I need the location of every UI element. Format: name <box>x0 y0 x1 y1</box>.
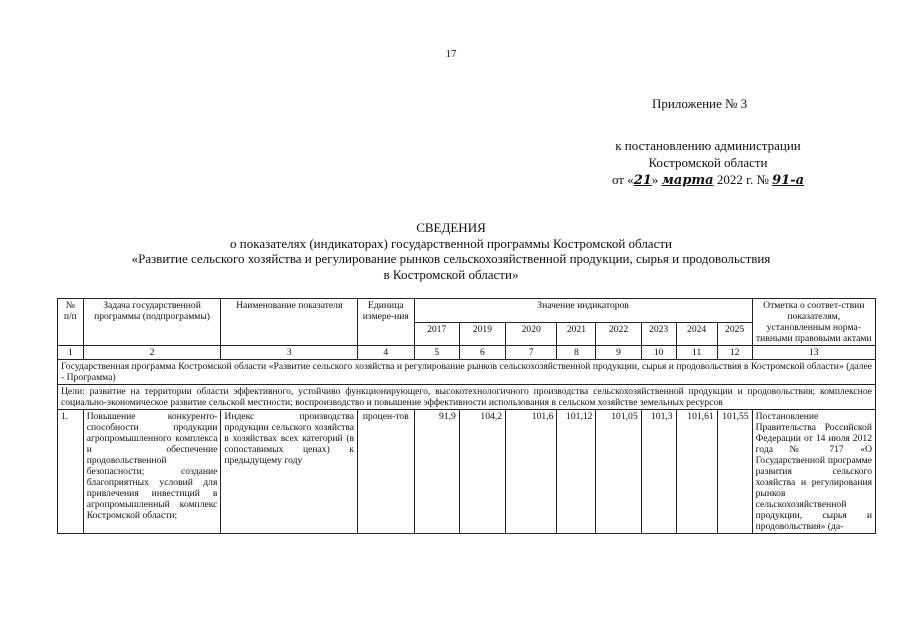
goals-row <box>58 385 876 410</box>
column-number-row <box>58 346 876 360</box>
program-row <box>58 360 876 385</box>
header-note: Отметка о соответ-ствии показателям, установленным норма-тивными правовыми актами <box>752 299 875 346</box>
row-value-2025: 101,55 <box>717 410 752 534</box>
table-row <box>58 410 876 534</box>
decree-date-mid: » <box>651 172 662 187</box>
column-number: 7 <box>506 346 557 360</box>
decree-reference <box>568 137 848 189</box>
row-unit: процен-тов <box>358 410 415 534</box>
row-value-2020: 101,6 <box>506 410 557 534</box>
decree-number: 91-а <box>772 173 805 188</box>
page-number: 17 <box>445 48 457 60</box>
appendix-label: Приложение № 3 <box>652 96 748 111</box>
header-unit: Единица измере-ния <box>358 299 415 346</box>
column-number: 1 <box>58 346 84 360</box>
decree-line-2: Костромской области <box>648 155 768 170</box>
title-line-2: о показателях (индикаторах) государственной программы Костромской области <box>230 235 672 251</box>
title-line-1: СВЕДЕНИЯ <box>416 220 486 235</box>
document-title <box>0 220 902 282</box>
decree-date-suffix: 2022 г. № <box>713 172 773 187</box>
row-value-2021: 101,12 <box>557 410 596 534</box>
header-indicator: Наименование показателя <box>221 299 358 346</box>
column-number: 3 <box>221 346 358 360</box>
column-number: 11 <box>676 346 717 360</box>
title-line-3: «Развитие сельского хозяйства и регулирование рынков сельскохозяйственной продукции, сырья и продовольствия <box>131 251 771 266</box>
decree-month: марта <box>661 173 714 188</box>
title-line-4: в Костромской области» <box>383 266 519 282</box>
column-number: 6 <box>459 346 505 360</box>
row-task: Повышение конкуренто-способности продукции агропромышленного комплекса и обеспечение продовольственной безопасности; создание благоприятных условий для привлечения инвестиций в агропромышленный комплекс Костромской области; <box>83 410 221 534</box>
row-value-2019: 104,2 <box>459 410 505 534</box>
row-value-2023: 101,3 <box>641 410 676 534</box>
header-row-1 <box>58 299 876 323</box>
header-year: 2021 <box>557 322 596 346</box>
row-note: Постановление Правительства Российской Федерации от 14 июля 2012 года № 717 «О Государственной программе развития сельского хозяйства и регулирования рынков сельскохозяйственной продукции, сырья и продовольствия» (да- <box>752 410 875 534</box>
row-indicator: Индекс производства продукции сельского хозяйства в хозяйствах всех категорий (в сопоставимых ценах) к предыдущему году <box>221 410 358 534</box>
header-year: 2019 <box>459 322 505 346</box>
header-num: № п/п <box>58 299 84 346</box>
indicators-table <box>57 298 876 534</box>
program-title-cell: Государственная программа Костромской области «Развитие сельского хозяйства и регулирование рынков сельскохозяйственной продукции, сырья и продовольствия в Костромской области» (далее - Программа) <box>58 360 876 385</box>
decree-day: 21 <box>633 173 652 188</box>
column-number: 10 <box>641 346 676 360</box>
header-values-group: Значение индикаторов <box>414 299 752 323</box>
column-number: 9 <box>596 346 641 360</box>
column-number: 12 <box>717 346 752 360</box>
row-num: 1. <box>58 410 84 534</box>
header-year: 2023 <box>641 322 676 346</box>
column-number: 13 <box>752 346 875 360</box>
goals-cell: Цели: развитие на территории области эффективного, устойчиво функционирующего, высокотехнологичного производства сельскохозяйственной продукции и продовольствия; комплексное социально-экономическое развитие сельской местности; воспроизводство и повышение эффективности использования в сельском хозяйстве земельных ресурсов <box>58 385 876 410</box>
column-number: 4 <box>358 346 415 360</box>
column-number: 5 <box>414 346 459 360</box>
header-task: Задача государственной программы (подпрограммы) <box>83 299 221 346</box>
header-year: 2020 <box>506 322 557 346</box>
row-value-2024: 101,61 <box>676 410 717 534</box>
header-year: 2025 <box>717 322 752 346</box>
decree-line-1: к постановлению администрации <box>615 138 801 153</box>
decree-date-line <box>568 171 848 189</box>
header-year: 2024 <box>676 322 717 346</box>
column-number: 8 <box>557 346 596 360</box>
header-year: 2017 <box>414 322 459 346</box>
row-value-2017: 91,9 <box>414 410 459 534</box>
decree-date-prefix: от « <box>611 172 634 187</box>
row-value-2022: 101,05 <box>596 410 641 534</box>
header-year: 2022 <box>596 322 641 346</box>
column-number: 2 <box>83 346 221 360</box>
